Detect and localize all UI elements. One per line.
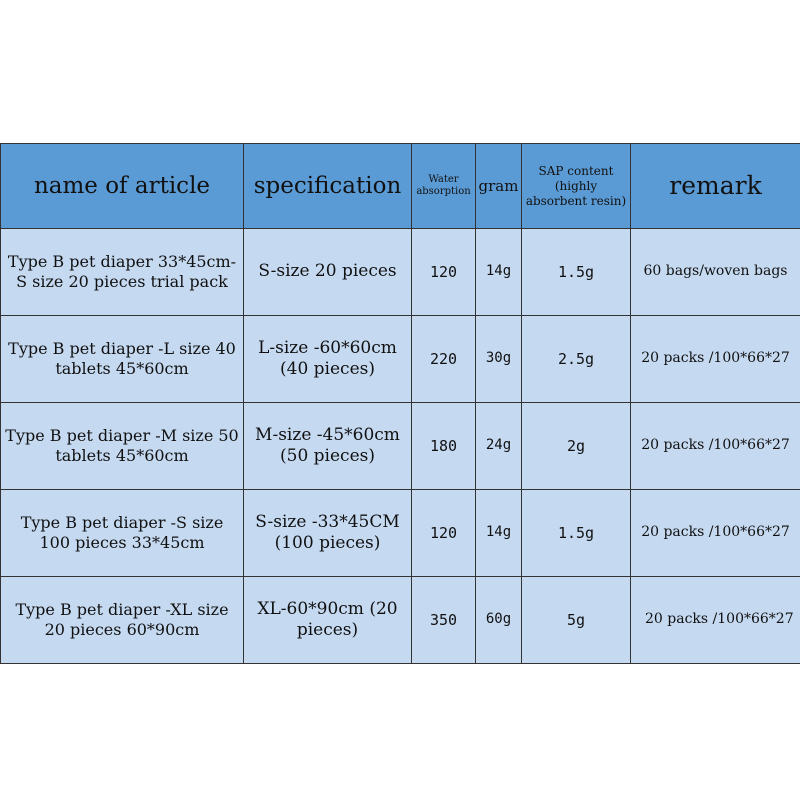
cell-specification: S-size -33*45CM (100 pieces) [244, 490, 412, 577]
table-row [1, 577, 800, 664]
cell-name: Type B pet diaper -L size 40 tablets 45*60cm [1, 316, 244, 403]
cell-gram: 14g [476, 229, 522, 316]
cell-sap-content: 2g [522, 403, 631, 490]
cell-water-absorption: 220 [412, 316, 476, 403]
cell-water-absorption: 120 [412, 229, 476, 316]
cell-remark: 20 packs /100*66*27 [631, 403, 800, 490]
table-row [1, 229, 800, 316]
table-body [1, 229, 800, 664]
cell-specification: XL-60*90cm (20 pieces) [244, 577, 412, 664]
cell-gram: 60g [476, 577, 522, 664]
cell-name: Type B pet diaper -XL size 20 pieces 60*90cm [1, 577, 244, 664]
cell-water-absorption: 350 [412, 577, 476, 664]
cell-sap-content: 1.5g [522, 490, 631, 577]
cell-water-absorption: 120 [412, 490, 476, 577]
cell-gram: 24g [476, 403, 522, 490]
cell-name: Type B pet diaper 33*45cm-S size 20 pieces trial pack [1, 229, 244, 316]
header-specification: specification [244, 144, 412, 229]
cell-gram: 30g [476, 316, 522, 403]
cell-remark: 60 bags/woven bags [631, 229, 800, 316]
header-gram: gram [476, 144, 522, 229]
cell-gram: 14g [476, 490, 522, 577]
cell-sap-content: 5g [522, 577, 631, 664]
cell-remark: 20 packs /100*66*27 [631, 577, 800, 664]
cell-sap-content: 2.5g [522, 316, 631, 403]
table-row [1, 490, 800, 577]
cell-name: Type B pet diaper -S size 100 pieces 33*45cm [1, 490, 244, 577]
header-name-of-article: name of article [1, 144, 244, 229]
cell-specification: M-size -45*60cm (50 pieces) [244, 403, 412, 490]
header-sap-content: SAP content (highly absorbent resin) [522, 144, 631, 229]
cell-remark: 20 packs /100*66*27 [631, 316, 800, 403]
cell-water-absorption: 180 [412, 403, 476, 490]
cell-remark: 20 packs /100*66*27 [631, 490, 800, 577]
cell-specification: S-size 20 pieces [244, 229, 412, 316]
header-remark: remark [631, 144, 800, 229]
table-row [1, 403, 800, 490]
cell-specification: L-size -60*60cm (40 pieces) [244, 316, 412, 403]
table-header [1, 144, 800, 229]
header-water-absorption: Water absorption [412, 144, 476, 229]
product-spec-table [0, 143, 800, 664]
cell-sap-content: 1.5g [522, 229, 631, 316]
cell-name: Type B pet diaper -M size 50 tablets 45*60cm [1, 403, 244, 490]
header-row [1, 144, 800, 229]
table-row [1, 316, 800, 403]
